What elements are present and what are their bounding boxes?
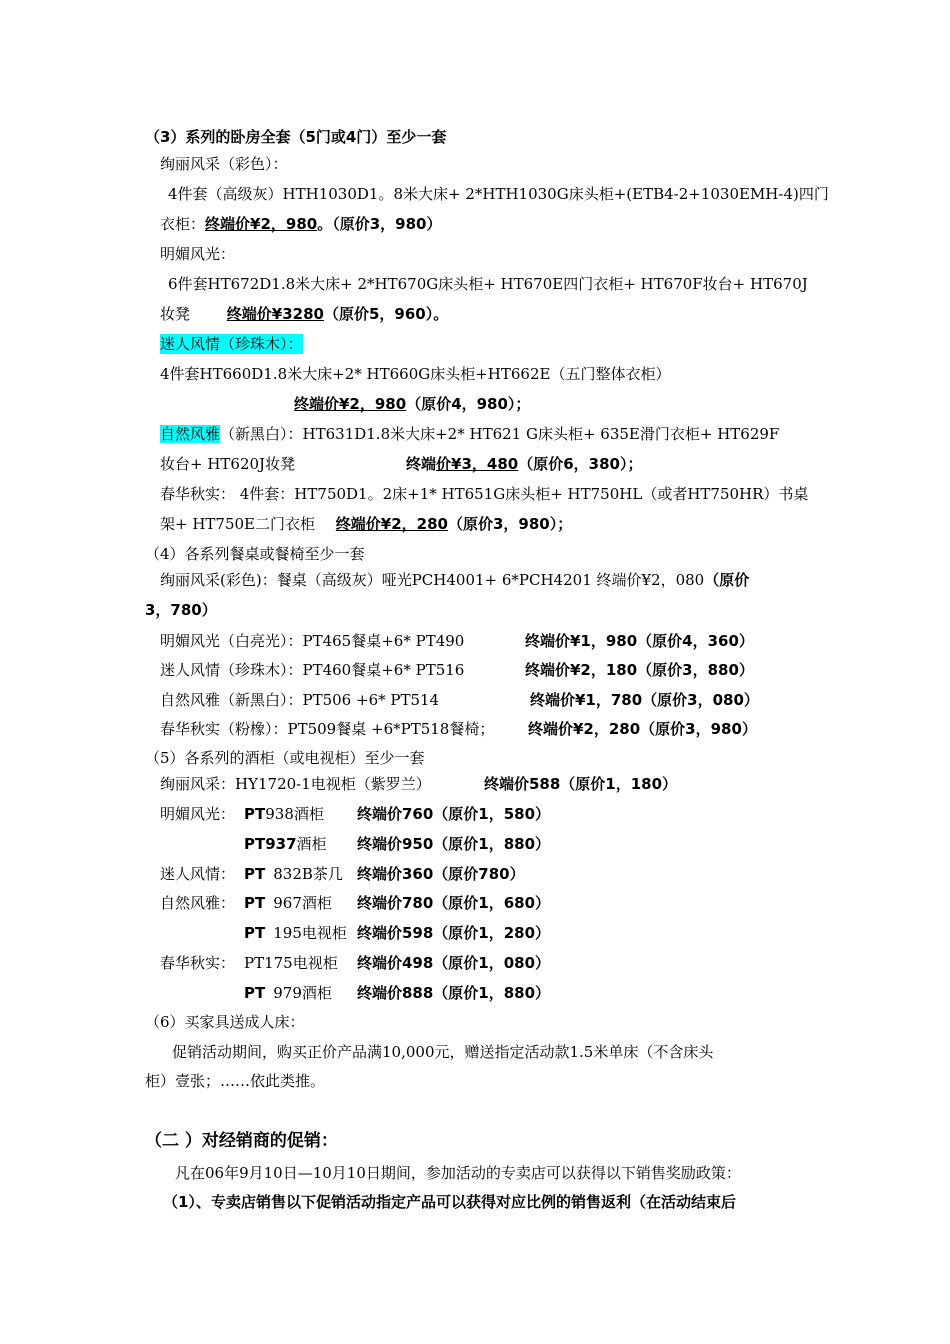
s5-price: 终端价360（原价780） bbox=[357, 865, 525, 883]
s5-xlfc-price: 终端价588（原价1，180） bbox=[484, 775, 678, 793]
s4-row-price: 终端价¥1，980（原价4，360） bbox=[525, 632, 754, 650]
section-3-heading: （3）系列的卧房全套（5门或4门）至少一套 bbox=[145, 128, 447, 146]
s4-row-name: 明媚风光（白亮光）：PT465餐桌+6* PT490 bbox=[160, 632, 465, 650]
s4-row-name: 春华秋实（粉橡）：PT509餐桌 +6*PT518餐椅； bbox=[160, 720, 495, 738]
s5-price: 终端价760（原价1，580） bbox=[357, 805, 551, 823]
s5-price: 终端价888（原价1，880） bbox=[357, 984, 551, 1002]
dealer-line1: 凡在06年9月10日—10月10日期间，参加活动的专卖店可以获得以下销售奖励政策： bbox=[175, 1164, 741, 1182]
series-mmfg-name: 明媚风光： bbox=[160, 245, 236, 263]
dealer-line2: （1）、专卖店销售以下促销活动指定产品可以获得对应比例的销售返利（在活动结束后 bbox=[163, 1193, 736, 1211]
s5-xlfc-name: 绚丽风采：HY1720-1电视柜（紫罗兰） bbox=[160, 775, 431, 793]
dealer-heading: （二 ）对经销商的促销： bbox=[145, 1131, 338, 1151]
chqs-price: 终端价¥2，280 bbox=[335, 515, 448, 533]
mmfg-price: 终端价¥3280 bbox=[226, 305, 324, 323]
s5-price: 终端价498（原价1，080） bbox=[357, 954, 551, 972]
s5-item bbox=[244, 923, 347, 943]
s4-row-price: 终端价¥2，280（原价3，980） bbox=[528, 720, 757, 738]
s5-series: 迷人风情： bbox=[160, 865, 236, 883]
mrfq-price: 终端价¥2，980 bbox=[294, 395, 407, 413]
s5-item-name: 967酒柜 bbox=[273, 894, 332, 912]
zrfy-price-a: 终端 bbox=[406, 455, 437, 473]
series-xlfc-name: 绚丽风采（彩色）： bbox=[160, 155, 288, 173]
s5-code: PT bbox=[244, 924, 266, 942]
s5-price: 终端价780（原价1，680） bbox=[357, 894, 551, 912]
s5-item-name: 938酒柜 bbox=[265, 805, 324, 823]
series-zrfy-line1 bbox=[160, 424, 779, 444]
zrfy-name: 自然风雅 bbox=[160, 425, 221, 443]
s5-code: PT175 bbox=[244, 954, 293, 972]
s5-price: 终端价950（原价1，880） bbox=[357, 835, 551, 853]
mmfg-original: （原价5，960）。 bbox=[323, 305, 449, 323]
s5-code: PT bbox=[244, 805, 266, 823]
s5-code: PT937 bbox=[244, 835, 297, 853]
zrfy-price-b: 价¥3，480 bbox=[436, 455, 519, 473]
series-zrfy-price-line bbox=[406, 454, 642, 474]
section-5-heading: （5）各系列的酒柜（或电视柜）至少一套 bbox=[145, 749, 425, 767]
s4-row-price: 终端价¥1，780（原价3，080） bbox=[530, 691, 759, 709]
s4-xlfc-line2: 3，780） bbox=[145, 601, 217, 619]
s5-item bbox=[244, 983, 332, 1003]
s5-item bbox=[244, 893, 332, 913]
series-mmfg-line2 bbox=[160, 304, 448, 324]
xlfc-label: 衣柜： bbox=[160, 215, 206, 233]
chqs-original: （原价3，980）； bbox=[447, 515, 573, 533]
section-6-line1: 促销活动期间，购买正价产品满10,000元，赠送指定活动款1.5米单床（不含床头 bbox=[172, 1043, 714, 1061]
series-xlfc-desc: 4件套（高级灰）HTH1030D1。8米大床+ 2*HTH1030G床头柜+(ETB4-2+1030EMH-4)四门 bbox=[168, 185, 829, 203]
s4-row-price: 终端价¥2，180（原价3，880） bbox=[525, 661, 754, 679]
s5-code: PT bbox=[244, 984, 266, 1002]
s5-item-name: 电视柜 bbox=[292, 954, 338, 972]
s5-price: 终端价598（原价1，280） bbox=[357, 924, 551, 942]
section-6-heading: （6）买家具送成人床： bbox=[145, 1013, 305, 1031]
s5-series: 明媚风光： bbox=[160, 805, 236, 823]
mmfg-label: 妆凳 bbox=[160, 305, 195, 323]
s5-item bbox=[244, 804, 324, 824]
s4-xlfc-orig-label: （原价 bbox=[704, 571, 750, 589]
s5-item-name: 832B茶几 bbox=[273, 865, 343, 883]
s5-series: 春华秋实： bbox=[160, 954, 236, 972]
s4-xlfc-line1 bbox=[160, 570, 749, 590]
series-mrfq-price-line bbox=[294, 394, 530, 414]
s5-series: 自然风雅： bbox=[160, 894, 236, 912]
s5-item bbox=[244, 953, 338, 973]
series-mmfg-desc: 6件套HT672D1.8米大床+ 2*HT670G床头柜+ HT670E四门衣柜+ HT670F妆台+ HT670J bbox=[168, 275, 808, 293]
chqs-label: 架+ HT750E二门衣柜 bbox=[160, 515, 320, 533]
xlfc-original: 。（原价3，980） bbox=[317, 215, 442, 233]
series-chqs-desc: 春华秋实： 4件套：HT750D1。2床+1* HT651G床头柜+ HT750HL（或者HT750HR）书桌 bbox=[160, 485, 809, 503]
s4-row-name: 自然风雅（新黑白）：PT506 +6* PT514 bbox=[160, 691, 440, 709]
s4-xlfc-desc: 绚丽风采(彩色)：餐桌（高级灰）哑光PCH4001+ 6*PCH4201 终端价¥2，080 bbox=[160, 571, 705, 589]
s5-code: PT bbox=[244, 865, 266, 883]
s5-item-name: 195电视柜 bbox=[273, 924, 347, 942]
s5-code: PT bbox=[244, 894, 266, 912]
s5-item bbox=[244, 834, 327, 854]
section-4-heading: （4）各系列餐桌或餐椅至少一套 bbox=[145, 545, 365, 563]
series-zrfy-label: 妆台+ HT620J妆凳 bbox=[160, 455, 296, 473]
zrfy-original: （原价6，380）； bbox=[518, 455, 643, 473]
s5-item-name: 979酒柜 bbox=[273, 984, 332, 1002]
s5-item-name: 酒柜 bbox=[296, 835, 327, 853]
series-xlfc-line2 bbox=[160, 214, 441, 234]
series-mrfq-name: 迷人风情（珍珠木）： bbox=[160, 335, 303, 353]
xlfc-price: 终端价¥2，980 bbox=[205, 215, 318, 233]
series-chqs-line2 bbox=[160, 514, 572, 534]
s5-item bbox=[244, 864, 343, 884]
zrfy-desc: （新黑白）：HT631D1.8米大床+2* HT621 G床头柜+ 635E滑门衣柜+ HT629F bbox=[220, 425, 780, 443]
mrfq-original: （原价4，980）； bbox=[406, 395, 531, 413]
section-6-line2: 柜）壹张；……依此类推。 bbox=[145, 1072, 326, 1090]
series-mrfq-desc: 4件套HT660D1.8米大床+2* HT660G床头柜+HT662E（五门整体衣柜） bbox=[160, 365, 671, 383]
s4-row-name: 迷人风情（珍珠木）：PT460餐桌+6* PT516 bbox=[160, 661, 465, 679]
